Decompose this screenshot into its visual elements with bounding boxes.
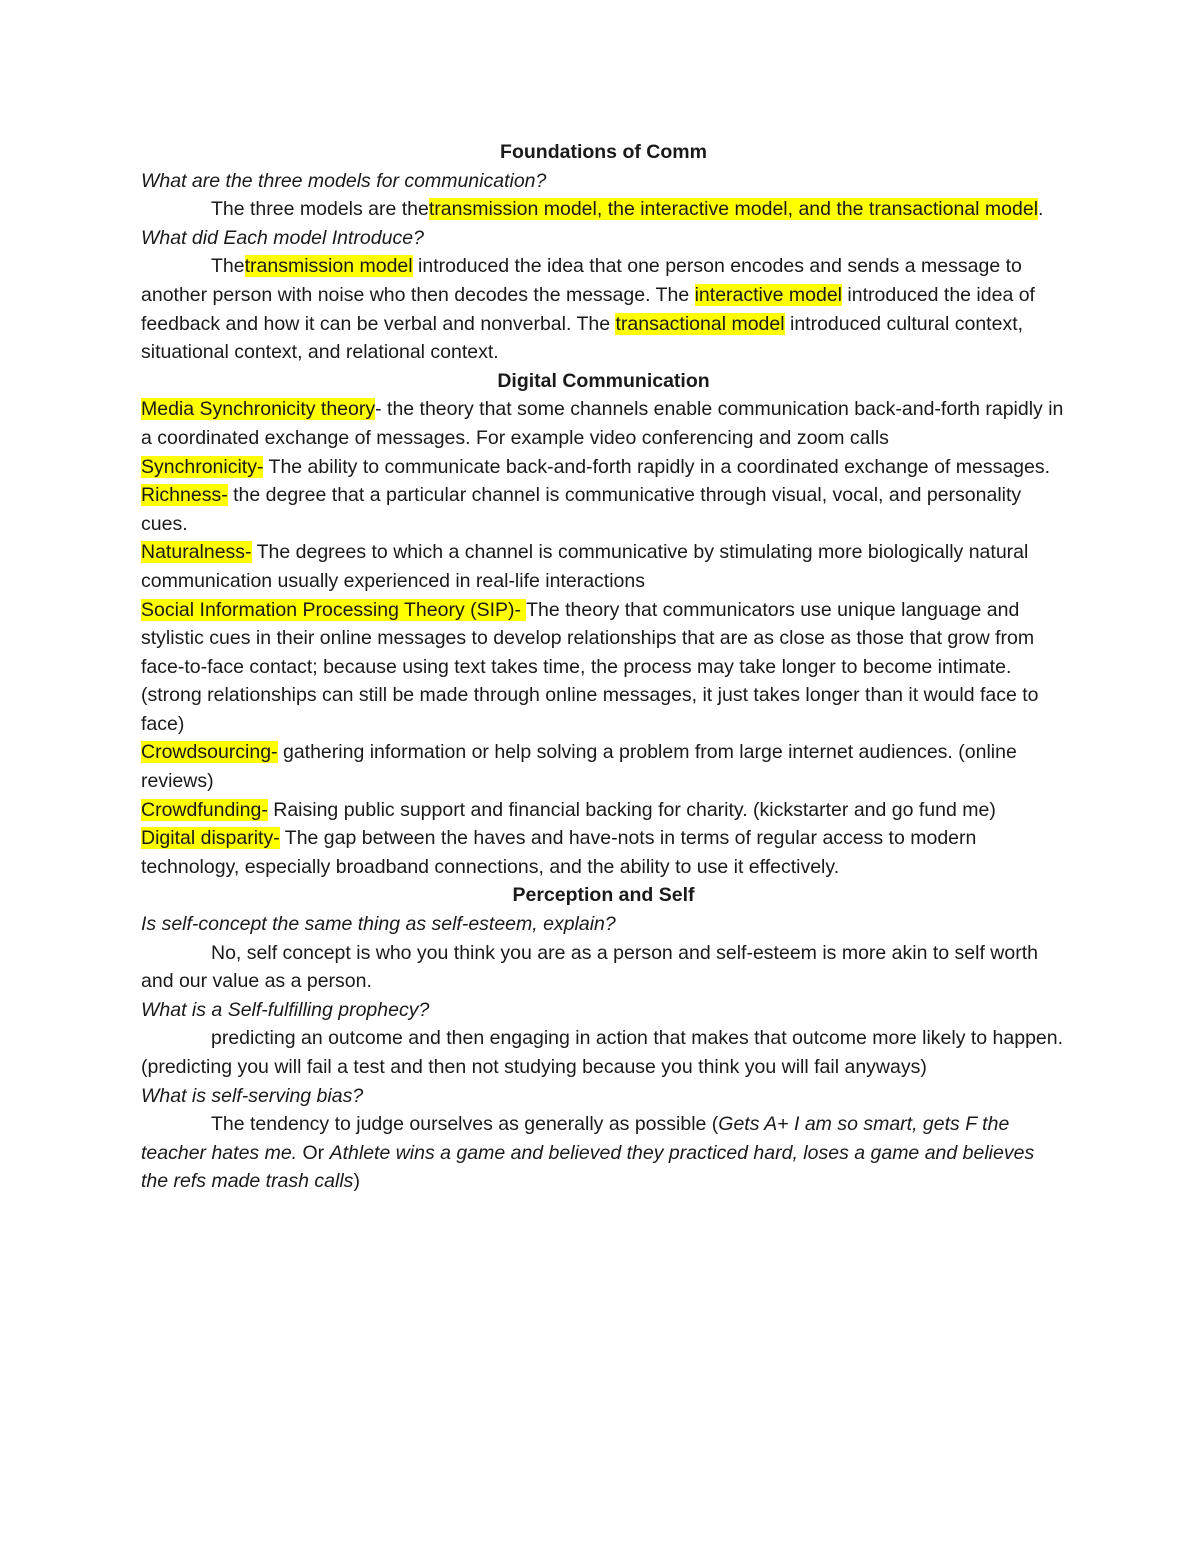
definition: The theory that communicators use unique language and stylistic cues in their online messages to develop relationships that are as close as those that grow from face-to-face contact; because using text takes time, the process may take longer to become intimate. (strong relationships can still be made through online messages, it just takes longer than it would face to face) [141,598,1039,735]
answer-self-concept: No, self concept is who you think you are as a person and self-esteem is more akin to self worth and our value as a person. [141,941,1038,993]
highlighted-text: transmission model [244,255,413,278]
definition: The gap between the haves and have-nots in terms of regular access to modern technology, especially broadband connections, and the ability to use it effectively. [141,827,977,878]
term-definition [141,481,1066,538]
term: Synchronicity- [141,455,264,478]
term: Social Information Processing Theory (SIP)- [141,598,527,621]
answer-text: The [211,255,245,278]
term-definition [141,453,1066,482]
term: Media Synchronicity theory [141,398,376,421]
answer-text: The tendency to judge ourselves as generally as possible ( [211,1113,719,1136]
definition: Raising public support and financial backing for charity. (kickstarter and go fund me) [267,798,996,821]
term: Richness- [141,484,228,507]
definition: The ability to communicate back-and-forth rapidly in a coordinated exchange of messages. [263,455,1051,478]
question-self-concept: Is self-concept the same thing as self-esteem, explain? [141,913,616,936]
term: Digital disparity- [141,827,280,850]
section-title-perception: Perception and Self [512,884,695,907]
answer-text: introduced the idea that one person encodes and sends a message to another person with noise who then decodes the message. The [141,255,1022,306]
answer-text: . [1038,198,1044,221]
definition: gathering information or help solving a problem from large internet audiences. (online reviews) [141,741,1017,793]
answer-self-serving [141,1110,1066,1196]
section-title-digital: Digital Communication [497,369,710,392]
definition: the degree that a particular channel is communicative through visual, vocal, and personality cues. [141,484,1022,535]
highlighted-text: transactional model [615,312,785,335]
question-three-models: What are the three models for communication? [141,169,547,192]
section-title-foundations: Foundations of Comm [500,141,707,163]
definition: The degrees to which a channel is communicative by stimulating more biologically natural communication usually experienced in real-life interactions [141,541,1029,592]
term-definition [141,824,1066,881]
question-self-fulfilling: What is a Self-fulfilling prophecy? [141,998,430,1021]
example-text: Athlete wins a game and believed they practiced hard, loses a game and believes the refs made trash calls [141,1141,1035,1193]
highlighted-text: transmission model, the interactive model, and the transactional model [428,198,1039,221]
example-text: Gets A+ I am so smart, gets F the teacher hates me. [141,1113,1010,1164]
answer-self-fulfilling: predicting an outcome and then engaging in action that makes that outcome more likely to happen. (predicting you will fail a test and then not studying because you think you will fail anyways) [141,1027,1064,1078]
answer-text: ) [353,1170,360,1193]
answer-three-models [141,195,1066,224]
question-each-model: What did Each model Introduce? [141,226,424,249]
document-page [141,138,1066,1196]
term-definition [141,596,1066,739]
term: Crowdsourcing- [141,741,278,764]
answer-text: introduced the idea of feedback and how it can be verbal and nonverbal. The [141,283,1035,335]
answer-each-model [141,252,1066,366]
answer-text: introduced cultural context, situational context, and relational context. [141,312,1024,364]
answer-text: Or [297,1141,330,1164]
term-definition [141,395,1066,452]
term: Crowdfunding- [141,798,268,821]
definition: - the theory that some channels enable communication back-and-forth rapidly in a coordinated exchange of messages. For example video conferencing and zoom calls [141,398,1064,449]
answer-text: The three models are the [211,198,429,221]
term-definition [141,796,1066,825]
term-definition [141,738,1066,795]
term: Naturalness- [141,541,252,564]
highlighted-text: interactive model [694,283,842,306]
term-definition [141,538,1066,595]
question-self-serving: What is self-serving bias? [141,1084,364,1107]
